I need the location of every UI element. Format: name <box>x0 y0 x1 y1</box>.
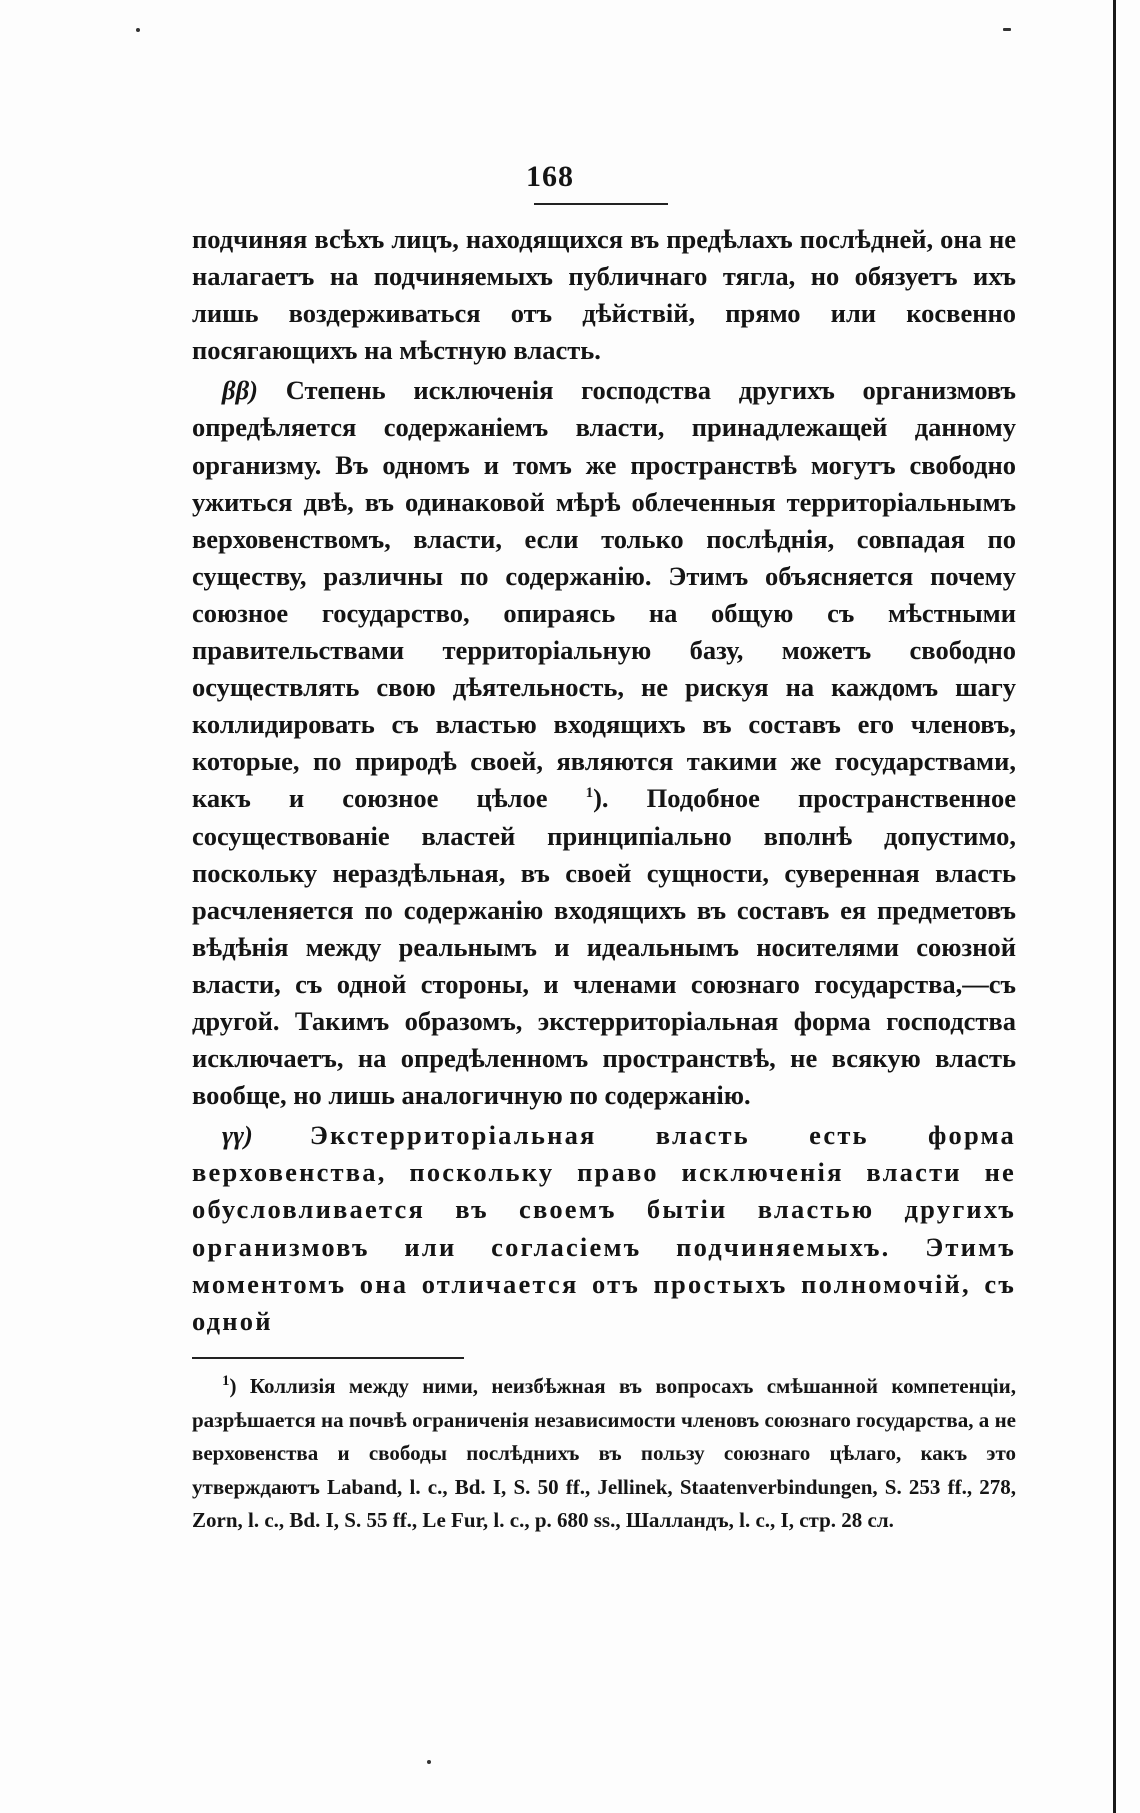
paragraph-marker: γγ) <box>222 1120 253 1151</box>
scan-speck <box>1003 28 1011 31</box>
scan-speck <box>427 1760 431 1764</box>
footnote-rule <box>192 1357 464 1359</box>
paragraph-beta <box>192 372 1016 1114</box>
main-text <box>192 221 1016 1340</box>
paragraph-continuation <box>192 221 1016 369</box>
paragraph-text-continued: ). Подобное пространственное сосуществованіе властей принципіально вполнѣ допустимо, поскольку нераздѣльная, въ своей сущности, суверенная власть расчленяется по содержанію входящихъ въ составъ ея предметовъ вѣдѣнія между реальнымъ и идеальнымъ носителями союзной власти, съ одной стороны, и членами союзнаго государства,—съ другой. Такимъ образомъ, экстерриторіальная форма господства исключаетъ, на опредѣленномъ пространствѣ, не всякую власть вообще, но лишь аналогичную по содержанію. <box>192 783 1016 1111</box>
footnote-reference: 1 <box>585 785 594 802</box>
paragraph-text: Экстерриторіальная власть есть форма верховенства, поскольку право исключенія власти не обусловливается въ своемъ бытіи властью другихъ организмовъ или согласіемъ подчиняемыхъ. Этимъ моментомъ она отличается отъ простыхъ полномочій, съ одной <box>192 1120 1016 1336</box>
footnote <box>192 1370 1016 1538</box>
footnote-text: ) Коллизія между ними, неизбѣжная въ вопросахъ смѣшанной компетенціи, разрѣшается на почвѣ ограниченія независимости членовъ союзнаго государства, а не верховенства и свободы послѣднихъ въ пользу союзнаго цѣлаго, какъ это утверждаютъ Laband, l. c., Bd. I, S. 50 ff., Jellinek, Staatenverbindungen, S. 253 ff., 278, Zorn, l. c., Bd. I, S. 55 ff., Le Fur, l. c., p. 680 ss., Шалландъ, l. c., I, стр. 28 сл. <box>192 1374 1016 1532</box>
paragraph-gamma <box>192 1117 1016 1340</box>
page-number-rule <box>534 203 668 205</box>
footnote-mark: 1 <box>222 1373 230 1389</box>
paragraph-text: подчиняя всѣхъ лицъ, находящихся въ предѣлахъ послѣдней, она не налагаетъ на подчиняемыхъ публичнаго тягла, но обязуетъ ихъ лишь воздерживаться отъ дѣйствій, прямо или косвенно посягающихъ на мѣстную власть. <box>192 224 1016 366</box>
page-edge-line <box>1113 0 1116 1813</box>
paragraph-marker: ββ) <box>222 375 258 406</box>
scan-speck <box>136 28 140 32</box>
page-number: 168 <box>526 160 574 193</box>
paragraph-text: Степень исключенія господства другихъ организмовъ опредѣляется содержаніемъ власти, принадлежащей данному организму. Въ одномъ и томъ же пространствѣ могутъ свободно ужиться двѣ, въ одинаковой мѣрѣ облеченныя территоріальнымъ верховенствомъ, власти, если только послѣднія, совпадая по существу, различны по содержанію. Этимъ объясняется почему союзное государство, опираясь на общую съ мѣстными правительствами территоріальную базу, можетъ свободно осуществлять свою дѣятельность, не рискуя на каждомъ шагу коллидировать съ властью входящихъ въ составъ его членовъ, которые, по природѣ своей, являются такими же государствами, какъ и союзное цѣлое <box>192 375 1016 814</box>
